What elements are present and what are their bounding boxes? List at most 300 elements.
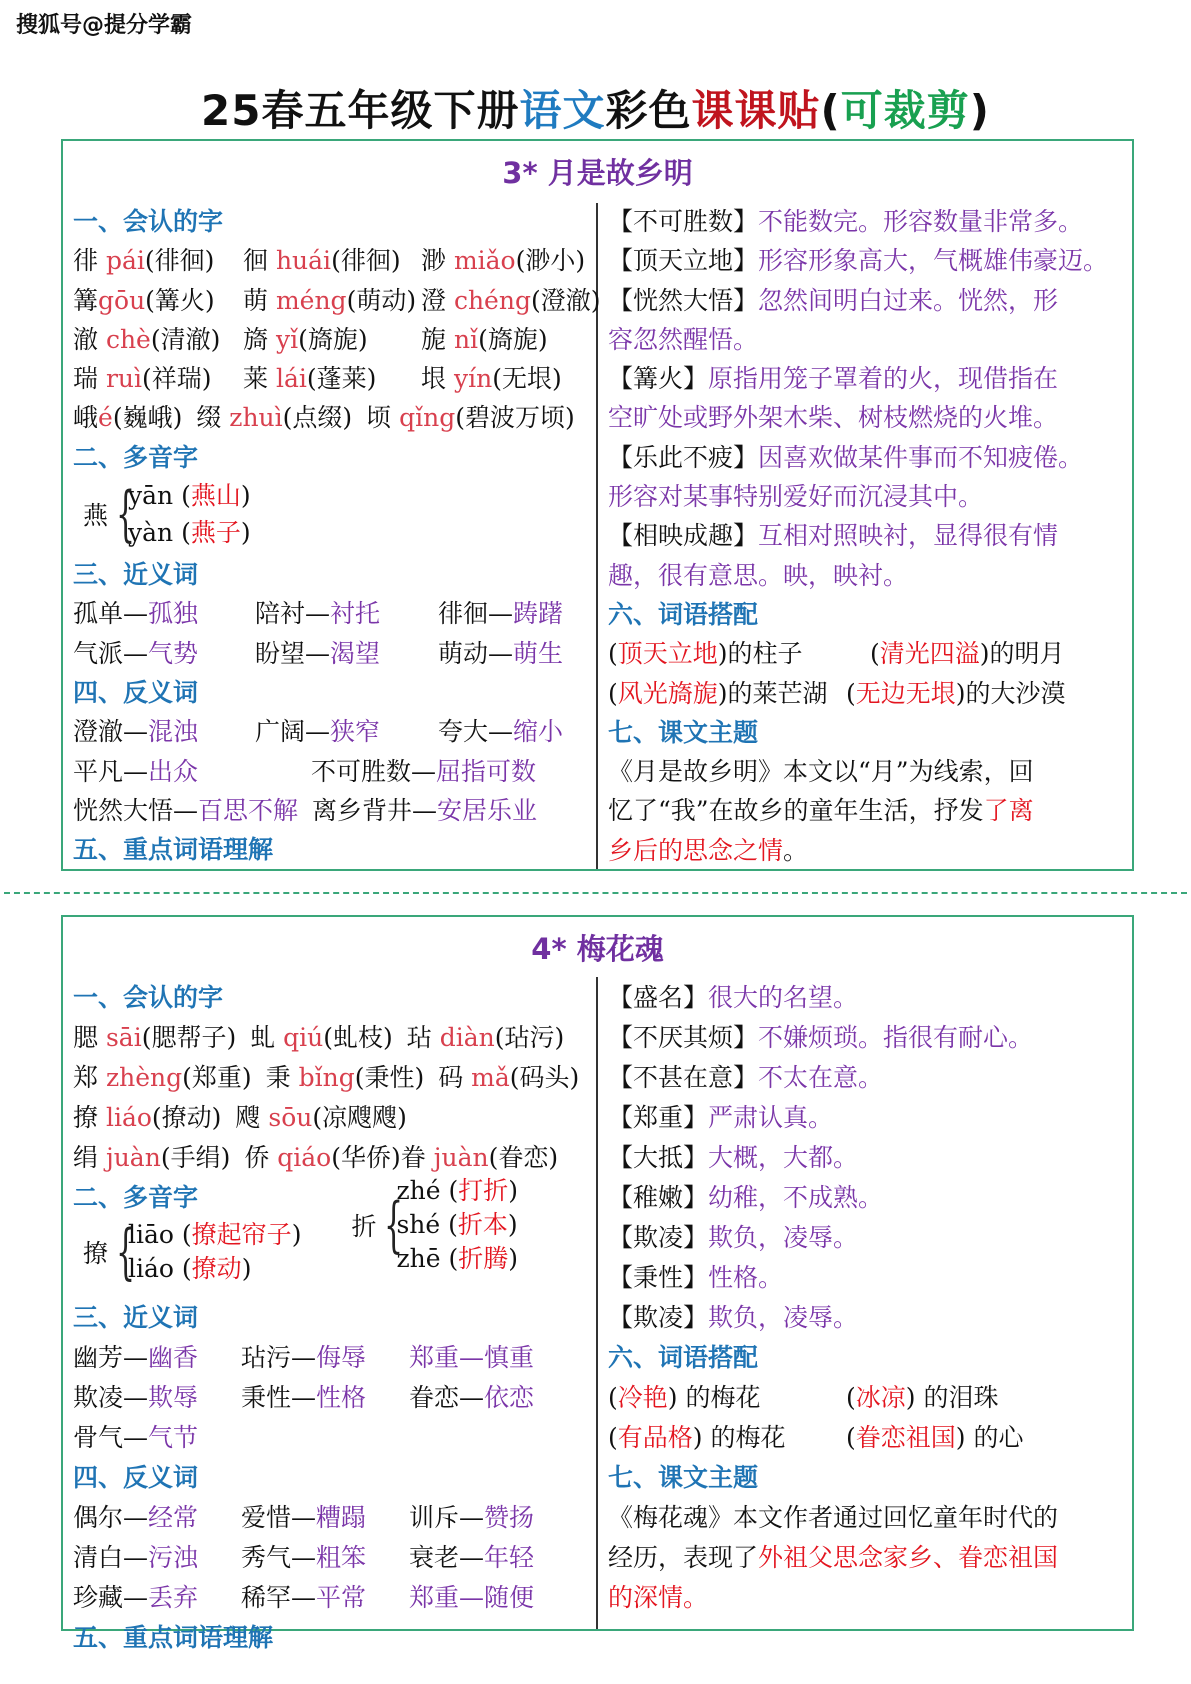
lesson-title: 3* 月是故乡明 [502, 156, 693, 190]
row-cell [409, 1578, 593, 1618]
text-segment: 不太在意。 [758, 1063, 884, 1092]
section-heading: 四、反义词 [73, 1463, 199, 1492]
row-cell [73, 1103, 221, 1132]
content-row [73, 1378, 593, 1418]
text-segment: 旎 [421, 324, 454, 354]
text-segment: bǐng [298, 1063, 355, 1092]
content-row [608, 1418, 1128, 1458]
content-row [608, 1538, 1128, 1578]
row-cell [608, 482, 983, 511]
content-row [73, 1098, 593, 1138]
text-segment: miǎo [453, 246, 516, 276]
text-segment: lái [275, 364, 307, 394]
text-segment: 衬托 [330, 599, 381, 629]
text-segment: 腮 [73, 1023, 106, 1052]
text-segment: 很大的名望。 [708, 983, 859, 1012]
row-cell [255, 634, 438, 673]
left-column [73, 202, 601, 869]
text-segment: 偶尔— [73, 1503, 149, 1532]
text-segment: 【乐此不疲】 [608, 442, 759, 472]
row-cell [608, 521, 1058, 550]
row-cell [73, 1063, 252, 1092]
text-segment: 【不厌其烦】 [608, 1023, 759, 1052]
content-row [608, 1298, 1128, 1338]
text-segment: pái [105, 246, 145, 276]
row-cell [73, 1423, 198, 1452]
text-segment: 秉 [265, 1063, 299, 1092]
text-segment: 乡后的思念之情 [608, 835, 784, 865]
content-row [73, 634, 593, 673]
text-segment: ( [846, 678, 856, 708]
text-segment: )的莱芒湖 [717, 678, 828, 708]
content-row [608, 241, 1128, 280]
text-segment: (祥瑞) [142, 364, 212, 394]
title-highlight: 课课贴 [691, 86, 821, 135]
text-segment: juàn [105, 1143, 161, 1172]
row-cell [73, 403, 182, 432]
text-segment: 旖 [243, 324, 276, 354]
content-row [608, 831, 1128, 870]
polyphone-row [73, 477, 593, 555]
text-segment: (点缀) [282, 403, 353, 433]
text-segment: 有品格 [617, 1423, 693, 1452]
polyphone-char: 燕 [83, 501, 109, 531]
row-cell [241, 1338, 409, 1378]
text-segment: 顶天立地 [617, 639, 718, 669]
content-row [608, 634, 1128, 673]
content-row [608, 202, 1128, 241]
row-cell [608, 1103, 833, 1132]
text-segment: ( [608, 1423, 618, 1452]
text-segment: 眷恋祖国 [855, 1423, 956, 1452]
text-segment: 稀罕— [241, 1583, 317, 1612]
row-cell [608, 1583, 708, 1612]
text-segment: 盼望— [255, 638, 331, 668]
text-segment: 爱惜— [241, 1503, 317, 1532]
watermark: 搜狐号@提分学霸 [16, 13, 193, 38]
row-cell [73, 1143, 230, 1172]
content-row [73, 241, 593, 280]
text-segment: zhuì [229, 403, 283, 433]
text-segment: 渺 [421, 246, 454, 276]
row-cell [438, 594, 593, 633]
text-segment: 萌动— [438, 638, 514, 668]
section-heading: 六、词语搭配 [608, 1343, 759, 1372]
column-divider [596, 977, 598, 1629]
text-segment: gōu [98, 285, 146, 315]
text-segment: (秉性) [354, 1063, 425, 1092]
row-cell [255, 594, 438, 633]
text-segment: 。 [783, 835, 809, 865]
text-segment: 欺辱 [148, 1383, 199, 1412]
text-segment: (旖旎) [298, 324, 368, 354]
text-segment: (眷恋) [488, 1143, 559, 1172]
text-segment: 年轻 [484, 1543, 535, 1572]
section-heading: 五、重点词语理解 [73, 1623, 274, 1652]
content-row [608, 1018, 1128, 1058]
text-segment: 恍然大悟— [73, 795, 199, 825]
pinyin: liāo ( [128, 1220, 192, 1249]
content-row [73, 1498, 593, 1538]
content-row [73, 320, 593, 359]
text-segment: liáo [105, 1103, 152, 1132]
row-cell [73, 1498, 241, 1538]
text-segment: 不嫌烦琐。指很有耐心。 [758, 1023, 1034, 1052]
reading [128, 514, 251, 551]
readings [128, 477, 251, 551]
text-segment: 【篝火】 [608, 364, 709, 394]
content-row [608, 477, 1128, 516]
row-cell [608, 674, 846, 713]
row-cell [243, 320, 421, 359]
text-segment: 萌 [243, 285, 276, 315]
content-row [608, 438, 1128, 477]
text-segment: qǐng [399, 403, 456, 433]
text-segment: 了离 [983, 796, 1034, 826]
text-segment: (凉飕飕) [312, 1103, 407, 1132]
example-word: 撩动 [191, 1254, 242, 1283]
row-cell [73, 712, 255, 751]
row-cell [608, 1543, 1058, 1572]
text-segment: 眷恋— [409, 1383, 485, 1412]
row-cell [438, 634, 593, 673]
section-heading: 七、课文主题 [608, 717, 759, 747]
brace-icon: { [116, 479, 136, 550]
text-segment: 风光旖旎 [617, 678, 718, 708]
text-segment: 百思不解 [198, 795, 299, 825]
content-row [608, 281, 1128, 320]
row-cell [608, 1223, 858, 1252]
text-segment: ( [846, 1423, 856, 1452]
text-segment: 安居乐业 [437, 795, 538, 825]
text-segment: qiú [283, 1023, 324, 1052]
polyphone-group [73, 1218, 301, 1286]
text-segment: (虬枝) [323, 1023, 393, 1052]
row-cell [241, 1498, 409, 1538]
text-segment: 【顶天立地】 [608, 246, 759, 276]
row-cell [409, 1378, 593, 1418]
row-cell [608, 1023, 1033, 1052]
row-cell [608, 1263, 783, 1292]
text-segment: (徘徊) [331, 246, 401, 276]
text-segment: méng [275, 285, 347, 315]
row-cell [73, 281, 243, 320]
row-cell [608, 207, 1083, 236]
text-segment: 性格。 [708, 1263, 784, 1292]
content-row [73, 359, 593, 398]
text-segment: 澈 [73, 324, 106, 354]
text-segment: 幽香 [148, 1343, 199, 1372]
row-cell [73, 1378, 241, 1418]
example-word: 打折 [458, 1176, 509, 1205]
text-segment: 缀 [196, 403, 230, 433]
text-segment: ( [846, 1383, 856, 1412]
text-segment: (篝火) [145, 285, 215, 315]
text-segment: 萌生 [513, 638, 564, 668]
paren: ) [291, 1220, 302, 1249]
text-segment: (清澈) [150, 324, 221, 354]
text-segment: yín [453, 364, 493, 394]
row-cell [73, 1023, 236, 1052]
reading [396, 1242, 518, 1276]
row-cell [608, 1378, 846, 1418]
content-row [608, 978, 1128, 1018]
content-row [608, 1218, 1128, 1258]
row-cell [608, 443, 1083, 472]
reading [128, 1252, 301, 1286]
text-segment: 性格 [316, 1383, 367, 1412]
text-segment: (渺小) [515, 246, 586, 276]
content-row [608, 752, 1128, 791]
text-segment: 《梅花魂》本文作者通过回忆童年时代的 [608, 1503, 1059, 1532]
text-segment: 澄澈— [73, 717, 149, 747]
row-cell [608, 1063, 883, 1092]
text-segment: 出众 [148, 756, 199, 786]
section-heading: 三、近义词 [73, 1303, 199, 1332]
row-cell [846, 674, 1128, 713]
text-segment: ( [608, 1383, 618, 1412]
lesson-title: 4* 梅花魂 [531, 932, 664, 966]
content-row [608, 556, 1128, 595]
text-segment: 经常 [148, 1503, 199, 1532]
row-cell [608, 1143, 858, 1172]
text-segment: 顷 [366, 403, 400, 433]
text-segment: zhèng [105, 1063, 183, 1092]
text-segment: 踌躇 [513, 599, 564, 629]
example-word: 折腾 [458, 1244, 509, 1273]
text-segment: 原指用笼子罩着的火，现借指在 [708, 364, 1059, 394]
text-segment: (巍峨) [112, 403, 183, 433]
section-heading: 六、词语搭配 [608, 599, 759, 629]
pinyin: yān ( [128, 481, 191, 511]
text-segment: 玷 [406, 1023, 440, 1052]
text-segment: 大概，大都。 [708, 1143, 859, 1172]
text-segment: 随便 [484, 1583, 535, 1612]
reading [396, 1174, 518, 1208]
text-segment: 【相映成趣】 [608, 521, 759, 551]
content-row [608, 674, 1128, 713]
text-segment: yǐ [275, 324, 299, 354]
row-cell [311, 752, 593, 791]
paren: ) [241, 1254, 252, 1283]
text-segment: 飕 [235, 1103, 269, 1132]
content-row [608, 359, 1128, 398]
text-segment: 陪衬— [255, 599, 331, 629]
section-heading: 一、会认的字 [73, 207, 224, 236]
title-subject: 语文 [519, 86, 606, 135]
text-segment: (蓬莱) [306, 364, 377, 394]
content-row [608, 1498, 1128, 1538]
example-word: 燕山 [190, 481, 241, 511]
text-segment: ) 的心 [955, 1423, 1024, 1452]
text-segment: 徘 [73, 246, 106, 276]
row-cell [241, 1378, 409, 1418]
text-segment: 污浊 [148, 1543, 199, 1572]
brace-icon: { [116, 1217, 136, 1287]
text-segment: diàn [439, 1023, 495, 1052]
title-part: 彩色 [605, 86, 692, 135]
reading [128, 477, 251, 514]
pinyin: shé ( [396, 1210, 458, 1239]
text-segment: 赞扬 [484, 1503, 535, 1532]
row-cell [608, 1303, 858, 1332]
title-paren: ) [969, 86, 990, 135]
text-segment: 平凡— [73, 756, 149, 786]
text-segment: 码 [438, 1063, 472, 1092]
row-cell [421, 359, 593, 398]
section-heading: 四、反义词 [73, 677, 199, 707]
content-row [608, 1058, 1128, 1098]
row-cell [421, 281, 600, 320]
text-segment: juàn [433, 1143, 489, 1172]
row-cell [608, 1503, 1058, 1532]
text-segment: (手绢) [160, 1143, 231, 1172]
text-segment: 【大抵】 [608, 1143, 709, 1172]
row-cell [312, 796, 537, 825]
row-cell [870, 634, 1128, 673]
text-segment: 气派— [73, 638, 149, 668]
text-segment: (码头) [509, 1063, 580, 1092]
row-cell [266, 1063, 425, 1092]
text-segment: 混浊 [148, 717, 199, 747]
text-segment: 【盛名】 [608, 983, 709, 1012]
text-segment: (撩动) [151, 1103, 222, 1132]
paren: ) [507, 1210, 518, 1239]
example-word: 燕子 [190, 518, 241, 548]
content-row [73, 752, 593, 791]
text-segment: 形容对某事特别爱好而沉浸其中。 [608, 482, 984, 512]
text-segment: (腮帮子) [141, 1023, 237, 1052]
text-segment: 【欺凌】 [608, 1223, 709, 1252]
section-heading: 七、课文主题 [608, 1463, 759, 1492]
text-segment: 秀气— [241, 1543, 317, 1572]
text-segment: 撩 [73, 1103, 106, 1132]
text-segment: 欺负，凌辱。 [708, 1223, 859, 1252]
right-column [608, 202, 1128, 870]
row-cell [409, 1538, 593, 1578]
title-paren: ( [820, 86, 841, 135]
text-segment: 的深情。 [608, 1583, 709, 1612]
text-segment: ruì [105, 364, 143, 394]
row-cell [73, 320, 243, 359]
row-cell [608, 286, 1058, 315]
content-row [73, 791, 593, 830]
text-segment: ) 的梅花 [692, 1423, 786, 1452]
text-segment: sāi [105, 1023, 142, 1052]
row-cell [241, 1578, 409, 1618]
text-segment: 平常 [316, 1583, 367, 1612]
content-row [608, 791, 1128, 830]
left-column [73, 978, 593, 1658]
text-segment: 忽然间明白过来。恍然，形 [758, 285, 1059, 315]
title-part: 25春五年级下册 [201, 86, 520, 135]
row-cell [608, 634, 870, 673]
right-column [608, 978, 1128, 1618]
content-row [608, 1178, 1128, 1218]
row-cell [608, 1418, 846, 1458]
row-cell [250, 1023, 393, 1052]
text-segment: mǎ [471, 1063, 510, 1092]
text-segment: 孤独 [148, 599, 199, 629]
text-segment: 绢 [73, 1143, 106, 1172]
content-row [73, 594, 593, 633]
content-row [73, 1578, 593, 1618]
text-segment: 【欺凌】 [608, 1303, 709, 1332]
pinyin: zhē ( [396, 1244, 459, 1273]
content-row [73, 1418, 593, 1458]
text-segment: 依恋 [484, 1383, 535, 1412]
text-segment: 渴望 [330, 638, 381, 668]
text-segment: 夸大— [438, 717, 514, 747]
text-segment: 郑 [73, 1063, 106, 1092]
content-row [608, 1098, 1128, 1138]
content-row [608, 1578, 1128, 1618]
content-row [608, 1258, 1128, 1298]
text-segment: 【稚嫩】 [608, 1183, 709, 1212]
row-cell [73, 1578, 241, 1618]
row-cell [608, 757, 1034, 786]
text-segment: 徘徊— [438, 599, 514, 629]
text-segment: 外祖父思念家乡、眷恋祖国 [758, 1543, 1059, 1572]
text-segment: 缩小 [513, 717, 564, 747]
content-row [73, 281, 601, 320]
text-segment: 郑重— [409, 1343, 485, 1372]
title-note: 可裁剪 [840, 86, 970, 135]
section-heading: 五、重点词语理解 [73, 835, 274, 865]
text-segment: ) 的梅花 [667, 1383, 761, 1412]
pinyin: liáo ( [128, 1254, 192, 1283]
row-cell [73, 796, 298, 825]
text-segment: (徘徊) [144, 246, 215, 276]
row-cell [438, 1063, 579, 1092]
section-heading: 二、多音字 [73, 442, 199, 472]
row-cell [244, 1143, 558, 1172]
brace-icon: { [384, 1190, 404, 1260]
content-row [73, 1018, 593, 1058]
text-segment: 冰凉 [855, 1383, 906, 1412]
polyphone-char: 折 [351, 1212, 377, 1241]
text-segment: 屈指可数 [436, 756, 537, 786]
text-segment: )的明月 [979, 639, 1065, 669]
text-segment: 珍藏— [73, 1583, 149, 1612]
row-cell [243, 241, 421, 280]
text-segment: 郑重— [409, 1583, 485, 1612]
text-segment: (玷污) [494, 1023, 565, 1052]
row-cell [407, 1023, 564, 1052]
text-segment: ( [608, 678, 618, 708]
text-segment: (郑重) [182, 1063, 252, 1092]
row-cell [438, 712, 593, 751]
text-segment: 离乡背井— [312, 795, 438, 825]
paren: ) [508, 1176, 519, 1205]
text-segment: chè [105, 324, 151, 354]
content-row [608, 1378, 1128, 1418]
row-cell [243, 281, 421, 320]
text-segment: ( [870, 639, 880, 669]
text-segment: 莱 [243, 364, 276, 394]
content-row [73, 398, 593, 437]
text-segment: (萌动) [346, 285, 417, 315]
text-segment: 气势 [148, 638, 199, 668]
text-segment: 幽芳— [73, 1343, 149, 1372]
example-word: 折本 [457, 1210, 508, 1239]
text-segment: chéng [453, 285, 531, 315]
text-segment: ) 的泪珠 [905, 1383, 999, 1412]
text-segment: 糟蹋 [316, 1503, 367, 1532]
text-segment: 不能数完。形容数量非常多。 [758, 207, 1084, 236]
text-segment: 严肃认真。 [708, 1103, 834, 1132]
text-segment: 篝 [73, 285, 99, 315]
